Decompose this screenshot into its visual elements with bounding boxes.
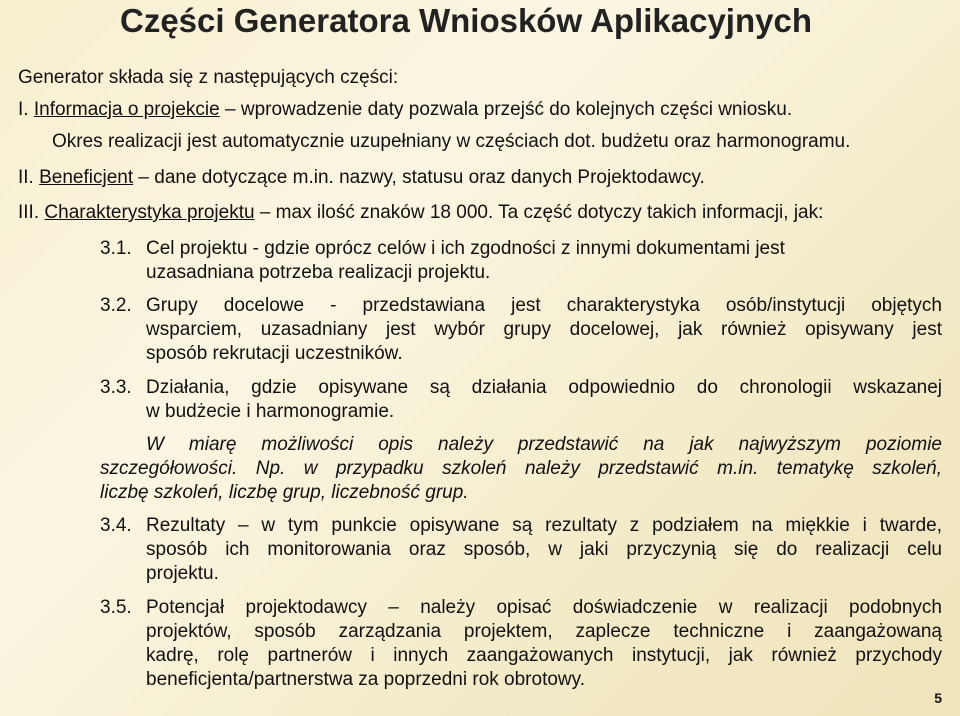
item-line: Działania, gdzie opisywane są działania odpowiednio do chronologii wskazanej: [146, 377, 942, 398]
note-line: liczbę szkoleń, liczbę grup, liczebność grup.: [100, 482, 469, 503]
item-line: projektu.: [146, 563, 219, 584]
part2-line: [18, 166, 705, 190]
part2-rest: – dane dotyczące m.in. nazwy, statusu oraz danych Projektodawcy.: [133, 167, 705, 188]
item-line: Potencjał projektodawcy – należy opisać doświadczenie w realizacji podobnych: [146, 597, 942, 618]
item-line: kadrę, rolę partnerów i innych zaangażowanych instytucji, jak również przychody: [146, 645, 942, 666]
part1-link[interactable]: Informacja o projekcie: [33, 99, 220, 120]
part2-link[interactable]: Beneficjent: [39, 167, 134, 188]
part3-rest: – max ilość znaków 18 000. Ta część dotyczy takich informacji, jak:: [254, 202, 824, 223]
item-line: w budżecie i harmonogramie.: [146, 401, 395, 422]
item-line: Grupy docelowe - przedstawiana jest charakterystyka osób/instytucji objętych: [146, 295, 942, 316]
item-line: Rezultaty – w tym punkcie opisywane są rezultaty z podziałem na miękkie i twarde,: [146, 515, 942, 536]
part1-num: I.: [18, 99, 29, 120]
item-number: 3.4.: [100, 515, 132, 536]
part1-line2: Okres realizacji jest automatycznie uzupełniany w częściach dot. budżetu oraz harmonogramu.: [52, 131, 851, 152]
part3-link[interactable]: Charakterystyka projektu: [44, 202, 255, 223]
part1-rest: – wprowadzenie daty pozwala przejść do kolejnych części wniosku.: [219, 99, 793, 120]
item-line: projektów, sposób zarządzania projektem, zaplecze techniczne i zaangażowaną: [146, 621, 942, 642]
part2-num: II.: [18, 167, 34, 188]
item-line: uzasadniana potrzeba realizacji projektu.: [146, 262, 491, 283]
item-line: beneficjenta/partnerstwa za poprzedni rok obrotowy.: [146, 669, 586, 690]
intro-text: Generator składa się z następujących części:: [18, 67, 399, 88]
item-number: 3.5.: [100, 597, 132, 618]
item-line: Cel projektu - gdzie oprócz celów i ich zgodności z innymi dokumentami jest: [146, 238, 785, 259]
item-number: 3.2.: [100, 295, 132, 316]
page-number: 5: [934, 690, 942, 706]
note-line: szczegółowości. Np. w przypadku szkoleń należy przedstawić m.in. tematykę szkoleń,: [100, 458, 942, 479]
part1-line: [18, 98, 792, 122]
part3-num: III.: [18, 202, 40, 223]
item-number: 3.3.: [100, 377, 132, 398]
note-line: W miarę możliwości opis należy przedstawić na jak najwyższym poziomie: [146, 434, 942, 455]
item-number: 3.1.: [100, 238, 132, 259]
item-line: sposób rekrutacji uczestników.: [146, 343, 403, 364]
slide-title: Części Generatora Wniosków Aplikacyjnych: [120, 2, 813, 39]
item-line: wsparciem, uzasadniany jest wybór grupy docelowej, jak również opisywany jest: [146, 319, 942, 340]
item-line: sposób ich monitorowania oraz sposób, w jaki przyczynią się do realizacji celu: [146, 539, 942, 560]
part3-line: [18, 201, 823, 225]
